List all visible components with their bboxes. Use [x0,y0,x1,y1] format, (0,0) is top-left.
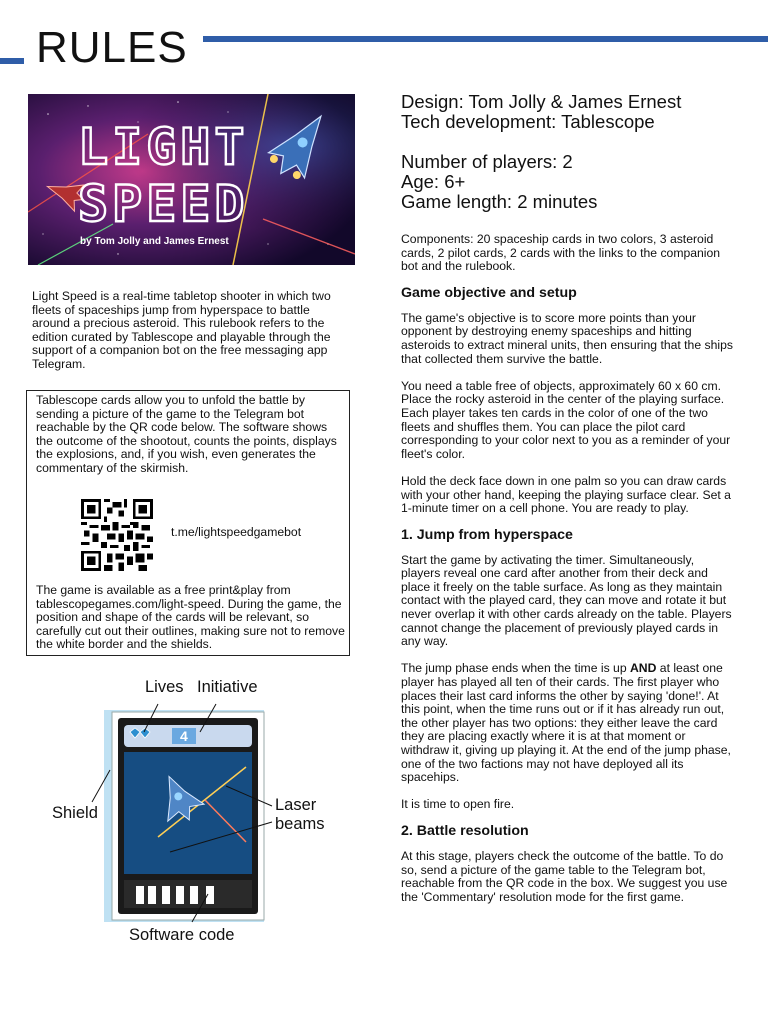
jump-paragraph-2 [401,662,734,784]
rules-column [401,233,734,904]
credits-design: Design: Tom Jolly & James Ernest [401,91,682,112]
cover-logo-line1: LIGHT [78,118,249,176]
jump-and-emphasis: AND [630,661,657,676]
objective-paragraph-1: The game's objective is to score more points than your opponent by destroying enemy spaceships and hitting asteroids to extract mineral units, then ensuring that the ships that collected them survive the battle. [401,310,733,366]
card-initiative-value: 4 [180,728,188,744]
credits [401,92,741,132]
label-lives: Lives [145,678,184,696]
page-title: RULES [36,23,188,72]
intro-paragraph: Light Speed is a real-time tabletop shooter in which two fleets of spaceships jump from hyperspace to battle around a precious asteroid. This rulebook refers to the edition curated by Tablescope and playable through the support of a companion bot on the free messaging app Telegram. [32,289,331,371]
jump-paragraph-1: Start the game by activating the timer. Simultaneously, players reveal one card after another from their deck and place it freely on the table surface. As long as they maintain contact with the played card, they can move and rotate it but never overlap it with other cards already on the table. Players cannot change the placement of previously played cards in any way. [401,552,732,649]
battle-paragraph-1: At this stage, players check the outcome of the battle. To do so, send a picture of the game table to the Telegram bot, reachable from the QR code in the box. We suggest you use the 'Commentary' resolution mode for the first game. [401,848,728,904]
stat-age: Age: 6+ [401,171,466,192]
label-beams: beams [275,815,325,833]
stat-players: Number of players: 2 [401,151,573,172]
label-laser: Laser [275,796,317,814]
qr-code[interactable] [81,499,153,571]
info-box-paragraph-2: The game is available as a free print&play from tablescopegames.com/light-speed. During the game, the position and shape of the cards will be relevant, so carefully cut out their outlines, making sure not to remove the white border and the shields. [36,583,345,652]
card-diagram [40,672,350,962]
heading-jump: 1. Jump from hyperspace [401,526,573,543]
cover-image [28,94,355,265]
jump-paragraph-2-start: The jump phase ends when the time is up [401,661,630,676]
label-software-code: Software code [129,926,235,944]
stat-length: Game length: 2 minutes [401,191,598,212]
label-initiative: Initiative [197,678,258,696]
components-paragraph: Components: 20 spaceship cards in two colors, 3 asteroid cards, 2 pilot cards, 2 cards with the links to the companion bot and the rulebook. [401,232,721,274]
heading-objective: Game objective and setup [401,284,577,301]
cover-logo-line2: SPEED [78,175,249,233]
jump-paragraph-3: It is time to open fire. [401,797,515,812]
objective-paragraph-2: You need a table free of objects, approximately 60 x 60 cm. Place the rocky asteroid in the center of the playing surface. Each player takes ten cards in the color of one of the two fleets and shuffles them. You can place the pilot card corresponding to your color next to you as a reminder of your fleet's color. [401,378,731,461]
cover-byline: by Tom Jolly and James Ernest [80,236,229,247]
label-shield: Shield [52,804,98,822]
jump-paragraph-2-end: at least one player has played all ten of their cards. The first player who places their last card informs the other by saying 'done!'. At this point, when the time runs out or if it has already run out, the other player has two options: they either leave the card they are placing exactly where it is at that moment or withdraw it, giving up playing it. At the end of the jump phase, one of the two factions may not have deployed all its spacehips. [401,661,731,785]
objective-paragraph-3: Hold the deck face down in one palm so you can draw cards with your other hand, keeping the playing surface clear. Set a 1-minute timer on a cell phone. You are ready to play. [401,473,731,516]
header-bar-right [203,36,768,42]
heading-battle: 2. Battle resolution [401,822,529,839]
header-bar-left [0,58,24,64]
info-box [26,390,350,656]
info-box-paragraph-1: Tablescope cards allow you to unfold the battle by sending a picture of the game to the Telegram bot reachable by the QR code below. The software shows the outcome of the shootout, counts the points, displays the explosions, and, if you wish, even generates the commentary of the skirmish. [36,393,337,475]
credits-tech: Tech development: Tablescope [401,111,655,132]
telegram-bot-link[interactable]: t.me/lightspeedgamebot [171,525,302,539]
game-stats [401,152,741,212]
